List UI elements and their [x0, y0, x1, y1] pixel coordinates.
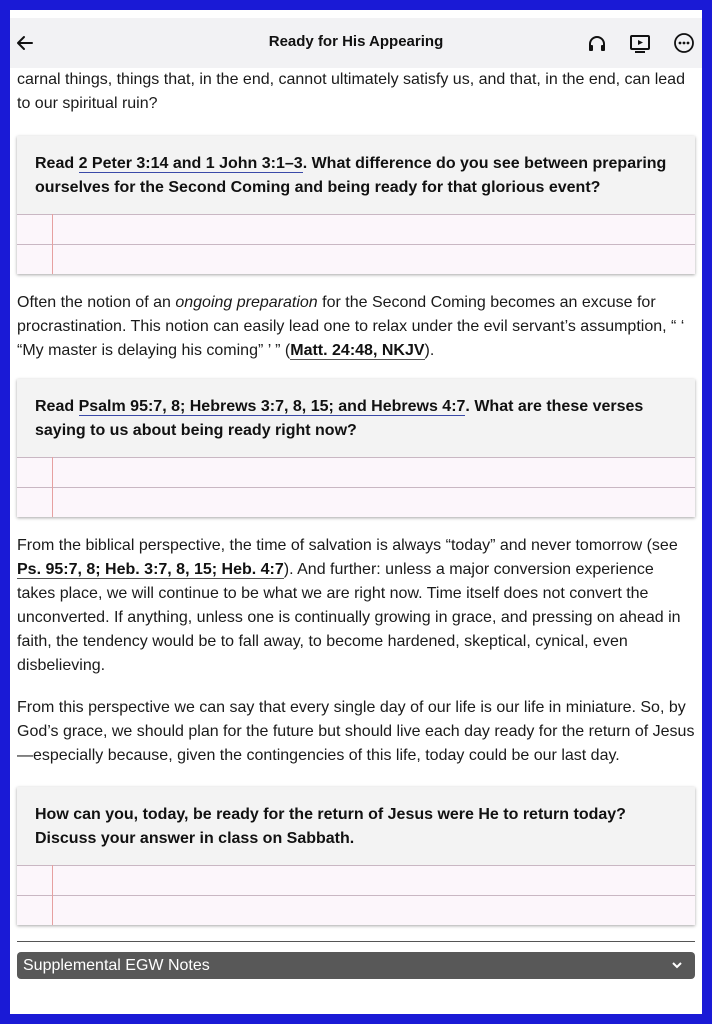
body-paragraph	[10, 291, 702, 363]
answer-field[interactable]	[17, 214, 695, 274]
question-text	[17, 379, 695, 457]
question-rest: . What are these verses saying to us about being ready right now?	[35, 398, 644, 439]
lesson-content	[10, 68, 702, 979]
text-span: ). And further: unless a major conversion experience takes place, we will continue to be what we are right now. Time itself does not convert the unconverted. If anything, unless one is continually growing in grace, and pressing on ahead in faith, the tendency would be to fall away, to become hardened, skeptical, cynical, even disbelieving.	[17, 561, 681, 674]
answer-line	[17, 487, 695, 517]
play-video-icon[interactable]	[629, 32, 651, 54]
question-prefix: Read	[35, 398, 79, 415]
page-title: Ready for His Appearing	[268, 33, 444, 50]
supplemental-label: Supplemental EGW Notes	[23, 957, 210, 974]
question-box-2	[17, 379, 695, 517]
question-text: How can you, today, be ready for the return of Jesus were He to return today? Discuss your answer in class on Sabbath.	[35, 806, 626, 847]
question-prefix: Read	[35, 155, 79, 172]
status-bar	[10, 10, 702, 18]
body-paragraph	[10, 534, 702, 678]
scripture-reference-link[interactable]: Matt. 24:48, NKJV	[290, 342, 425, 359]
more-options-icon[interactable]	[673, 32, 695, 54]
scripture-link[interactable]: Psalm 95:7, 8; Hebrews 3:7, 8, 15; and Hebrews 4:7	[78, 398, 466, 415]
answer-line	[17, 214, 695, 244]
question-box-3	[17, 787, 695, 925]
text-span: From the biblical perspective, the time of salvation is always “today” and never tomorrow (see	[17, 537, 678, 554]
question-rest: . What difference do you see between preparing ourselves for the Second Coming and being ready for that glorious event?	[35, 155, 667, 196]
app-frame	[10, 10, 702, 1014]
question-box-1	[17, 136, 695, 274]
margin-line	[52, 457, 53, 517]
scripture-reference-link[interactable]: Ps. 95:7, 8; Heb. 3:7, 8, 15; Heb. 4:7	[17, 561, 284, 578]
answer-line	[17, 895, 695, 925]
body-paragraph: From this perspective we can say that every single day of our life is our life in miniature. So, by God’s grace, we should plan for the future but should live each day ready for the return of Jesus—especially because, given the contingencies of this life, today could be our last day.	[17, 699, 695, 764]
margin-line	[52, 214, 53, 274]
answer-line	[17, 244, 695, 274]
answer-line	[17, 865, 695, 895]
chevron-down-icon	[671, 952, 683, 988]
text-span: for the Second Coming becomes an excuse for procrastination. This notion can easily lead one to relax under the evil servant’s assumption, “ ‘ “My master is delaying his coming” ’ ” (	[17, 294, 685, 359]
top-bar	[10, 18, 702, 68]
supplemental-notes-dropdown[interactable]	[17, 952, 695, 979]
answer-field[interactable]	[17, 457, 695, 517]
headphones-icon[interactable]	[586, 32, 608, 54]
text-span: ).	[424, 342, 435, 359]
question-text	[17, 136, 695, 214]
scripture-link[interactable]: 2 Peter 3:14 and 1 John 3:1–3	[78, 155, 303, 172]
intro-paragraph: carnal things, things that, in the end, cannot ultimately satisfy us, and that, in the end, can lead to our spiritual ruin?	[17, 71, 685, 112]
answer-field[interactable]	[17, 865, 695, 925]
answer-line	[17, 457, 695, 487]
emphasis-text: ongoing preparation	[175, 294, 318, 311]
text-span: Often the notion of an	[17, 294, 176, 311]
margin-line	[52, 865, 53, 925]
